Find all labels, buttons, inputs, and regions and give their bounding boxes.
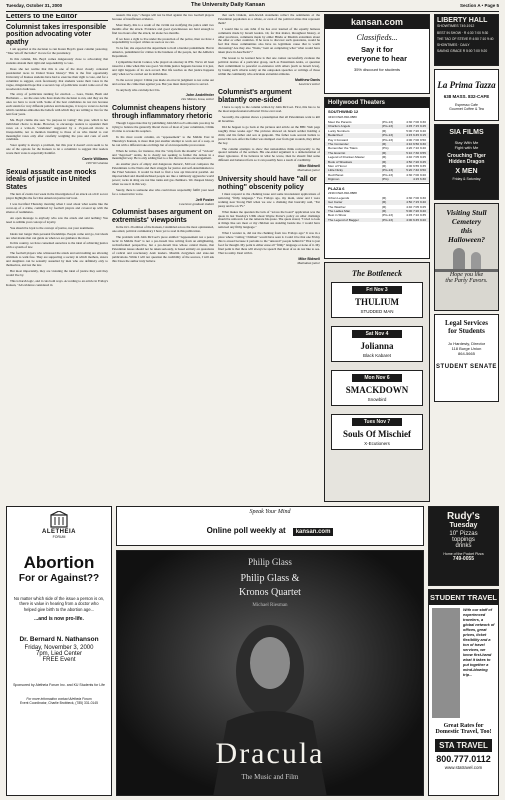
aletheia-logo: ALETHEIA: [42, 529, 76, 535]
pizza-ad: [428, 506, 499, 586]
letter-paragraph: Though I appreciate that by publishing John McCool's editorials you may be trying to balance the generally liberal views of most of your columnists, I think it's time to revoke his soapbox.: [112, 121, 214, 134]
letters-column-2: [112, 14, 214, 504]
concert-listing: [331, 326, 423, 362]
folio-rule: [6, 11, 499, 12]
sia-line: X MEN: [455, 168, 478, 175]
dracula-line: Philip Glass &: [240, 573, 300, 584]
letter-paragraph: The football players who witnessed the attack and said nothing are allowing criminals to walk free. They are supporting a society in which mothers, sisters and daughters can be sexually assaulted by men who are definitely only to themselves, and not the law.: [6, 251, 108, 267]
aletheia-headline: Abortion: [23, 553, 95, 572]
letter-paragraph: As another piece of empty and dangerous rhetoric, McCool compares the Palestinians to the Nazis and their struggle for justice and self-determination to the Final Solution. It would be hard to find a less apt historical parallel. An impoverished and disenfranchised people are like a ruthlessly aggressive world power; rocks in sling are not like tanks and gas chambers. We cheapen history when we use it in this way.: [112, 162, 214, 186]
letter-paragraph: To be fair, she expected the department to hold a harsher punishment. But in America, punishment for crimes is the business of the people, not the Athletics Department.: [112, 46, 214, 59]
letter-paragraph: When he writes, for instance, that the "strip from the mouths" of "vicious" and "depraved" Arabs, he is clearly not seeking to further the debate in a meaningful way. He is only adding fuel to a fire that needs no encouragement.: [112, 148, 214, 161]
letter-headline: Columnist cheapens history through inflammatory rhetoric: [112, 105, 213, 120]
letter-paragraph: What I wonder is, did not the chalking from two Fridays ago? It was in a place where "cutting "children" would have seen it. Could it be that one Friday this is erased because it pertains to the "unsaved" people behind it? That is just food for thought. My point is either erase all "filthy" language or none of it. My final point is that there will always be speech that most of us do not like to see. That is reality. Deal with it.: [218, 231, 320, 255]
la-prima-tagline: Gourmet Coffee & Tea: [449, 107, 484, 111]
letter-paragraph: Did he happen to go back at the pictures and article on the BBC Web page roughly three weeks ago? The pictures showed an Israeli soldier holding a child, and his father and son at gunpoint. The father took several bullets to protect his son. After the father was slumped over from gun wounds, they killed the boy.: [218, 125, 320, 145]
movie-title: Urban Legends: [328, 195, 350, 200]
movie-rating: (PG-13): [382, 217, 394, 222]
letter-paragraph: In his most recent column, an "appeasement" to the Middle East in Thursday's Kansan, is more than just another attempt to work out of a soap, as he can with a different take on things but of an irresponsible provocateur.: [112, 134, 214, 147]
movie-title: The Exorcist: [328, 150, 346, 155]
letter-headline: Sexual assault case mocks ideals of justice in United States: [6, 168, 97, 191]
showtimes: 4:15 6:30: [413, 177, 426, 182]
legal-title: for Students: [448, 327, 485, 335]
movie-title: Bedazzled: [328, 133, 343, 138]
concert-detail: STUDDED MAN: [360, 309, 394, 314]
movie-rating: (PG-13): [382, 213, 394, 218]
showtimes: 4:10 6:50 9:30: [406, 142, 426, 147]
legal-phone: 864-5665: [458, 351, 475, 356]
movie-title: The Watcher: [328, 204, 346, 209]
dracula-line: Michael Riesman: [252, 603, 288, 608]
showtimes: 4:00 6:55 9:35: [406, 164, 426, 169]
showtimes: 4:30 7:00 9:30: [406, 120, 426, 124]
section-title: Letters to the Editor: [6, 14, 108, 21]
dracula-line: Philip Glass: [248, 557, 292, 567]
letter-paragraph: To anybody who can help her: Do.: [116, 87, 161, 92]
folio: [6, 2, 499, 10]
letter-author: Matthew Davis: [295, 77, 320, 82]
movie-rating: (R): [382, 159, 387, 164]
showtimes: 5:10 7:30 9:55: [406, 150, 426, 155]
letter-paragraph: In the Oct. 26 edition of the Kansan, I stumbled across the most opinionated, one-sided, political commentary I have yet to read in this publication.: [112, 225, 214, 234]
letter-paragraph: This is harsh logic, and it cuts both ways. According to an article in Friday's Kansan, "All evidence considered in: [6, 278, 108, 287]
tombstone-icon: [435, 244, 498, 272]
concert-detail: Black Kabaret: [362, 353, 391, 358]
movie-title: Pay it Forward: [328, 137, 348, 142]
concert-act: Souls Of Mischief: [342, 429, 411, 439]
showtimes: 4:45 7:15 9:45: [406, 124, 426, 129]
la-prima-logo: La Prima Tazza: [437, 80, 496, 90]
concert-act: THULIUM: [354, 297, 399, 307]
concert-listing: [331, 414, 423, 450]
letter-paragraph: To the soccer player: I think you made an error in judgment to not come out and accuse the crime then against you. But you must insist justice is served.: [112, 77, 214, 86]
movie-rating: (R): [382, 150, 387, 155]
bottleneck-ad: [324, 262, 430, 502]
letter-paragraph: assault. DA says," charges will not be filed against the two football players because of insufficient evidence.: [112, 14, 214, 21]
halloween-line: Hope you like: [449, 272, 484, 278]
letter-paragraph: You should be loyal to the concept of justice, not your teammates.: [10, 225, 95, 230]
movie-title: Little Nicky: [328, 168, 343, 173]
aletheia-contact: Event Coordinator, Charlie Brobbeck, (785) 331-0145: [20, 701, 98, 706]
concert-act: Jolianna: [360, 341, 394, 351]
letters-column-3: [218, 14, 320, 504]
movie-rating: (PG-13): [382, 120, 394, 124]
hollywood-title: Hollywood Theaters: [325, 98, 429, 108]
legal-address: 118 Burge Union: [451, 346, 482, 351]
letter-author: John Andelfeder: [185, 93, 214, 98]
halloween-line: Visiting Stull: [446, 208, 487, 217]
travel-title: STUDENT TRAVEL: [429, 590, 498, 605]
aletheia-teaser: No matter which side of the issue a person is on, there is value in hearing from a doctor who helped give birth to the abortion age...: [13, 596, 105, 612]
dracula-title: Dracula: [215, 737, 325, 770]
sia-logo: SIA FILMS: [449, 129, 484, 136]
movie-title: Best in Show: [328, 213, 347, 218]
speak-poll-text: Online poll weekly at: [206, 526, 286, 535]
sia-line: Crouching Tiger: [447, 153, 486, 159]
liberty-hall-ad: [434, 14, 499, 66]
pizza-line: Home of the Pocket Pizza: [443, 552, 484, 556]
movie-title: Lucky Numbers: [328, 128, 350, 133]
letter-paragraph: But most importantly, they are violating the ideal of justice they said they would live by.: [6, 268, 108, 277]
showtimes: 4:15 6:45 9:15: [406, 133, 426, 138]
concert-day: Fri Nov 3: [352, 286, 402, 294]
bottleneck-logo: The Bottleneck: [352, 269, 402, 278]
letter-author-info: Manhattan junior: [297, 260, 320, 265]
showtimes: 4:00 7:00 9:50: [406, 137, 426, 142]
speak-your-mind-ad: [116, 506, 424, 546]
la-prima-address: 638 MASS. 832-CAFE: [443, 94, 490, 99]
letter-paragraph: If we have a right to live under the protection of the police, then we have a responsibility to report crimes as soon as we can.: [112, 36, 214, 45]
listing-row: [325, 218, 429, 222]
movie-rating: (R): [382, 128, 387, 133]
hollywood-venue: PLAZA 6: [325, 183, 429, 191]
legal-services-ad: [434, 314, 499, 402]
letter-paragraph: I sympathize Kevin Connor, who played an attorney in JFK. We've all been raised in a time when this was good. We think justice happens because it is just, and right happens of its own accord. But life teaches us that justice happens only when we've carried out its individuals.: [112, 60, 214, 76]
pizza-line: toppings: [452, 537, 475, 543]
movie-title: Book of Shadows: [328, 159, 353, 164]
movie-rating: (R): [382, 155, 387, 160]
letter-paragraph: The array of politicians running for election — Gore, Nader, Bush and Buchanan — are the ones who have made the decision to run, and they are the ones we have to work with. Some of the best candidates do not run because each stands for very different policies and ideologies, it is up to voters to decide which candidate embodies the beliefs with which they are willing to live for the next four years.: [6, 92, 108, 116]
concert-detail: X-Ecutioners: [364, 441, 390, 446]
movie-title: Men of Honor: [328, 164, 347, 169]
hollywood-theaters-ad: [324, 97, 430, 259]
movie-rating: (R): [382, 204, 387, 209]
movie-rating: (PG-13): [382, 124, 394, 129]
legal-footer: STUDENT SENATE: [436, 364, 497, 370]
movie-rating: (PG-13): [382, 172, 394, 177]
letter-paragraph: I am appalled at the decision to run Karen Boyd's guest column yesterday, "Take 'em off the ballot" in race for the presidency.: [6, 47, 108, 56]
letter-paragraph: I have to reply to the column written by John McCool. First, this has to be the most unprofessional editorial I have ever read.: [218, 105, 320, 114]
movie-rating: (R): [382, 142, 387, 147]
showtimes: 5:20 7:40 9:50: [406, 168, 426, 173]
concert-day: Sat Nov 4: [352, 330, 402, 338]
movie-title: The Legend of Bagger: [328, 217, 359, 222]
letter-author: Mike Bidwell: [298, 164, 320, 169]
halloween-line: the Party Favors.: [445, 278, 488, 284]
showtimes: 4:40 7:05 9:25: [406, 155, 426, 160]
letter-paragraph: An open message to anybody who saw the attack and said nothing: You need to rethink your concept of loyalty.: [6, 215, 108, 224]
letter-headline: Columnist's argument blatantly one-sided: [218, 89, 292, 104]
letter-paragraph: Secondly, the opinion shows a presumption that all Palestinians want to kill all Israelites.: [218, 115, 320, 124]
kansan-ad-line: 35% discount for students: [353, 67, 401, 72]
concert-day: Mon Nov 6: [352, 374, 402, 382]
movie-rating: (PG-13): [382, 133, 394, 138]
hollywood-venue-info: 3433 IOWA 832-0880: [328, 115, 357, 119]
sia-line: Friday & Saturday: [452, 177, 481, 181]
movie-rating: (PG-13): [382, 168, 394, 173]
letter-paragraph: The lesson to be learned here is that one cannot successfully evaluate the political desires of a particular group, such as Palestinian Arabs, or question their commitment to peaceful co-existence with others (such as Israeli Jews), by basing such criteria solely on the outspoken speeches or writings of those within the community who articulate extremist attitudes.: [218, 56, 320, 76]
kansan-ad-line: everyone to hear: [346, 54, 408, 63]
la-prima-tazza-ad: [434, 69, 499, 121]
letter-paragraph: The problem with John McCool's piece entitled "Appeasement not a peace tactic in Middle East" is not a pro-Israeli bias writing from an enlightening, well-informed perspective, but a pro-Israeli bias whose central thesis, that Palestinian issues should not be taken seriously, is based entirely on quotations of radical and reactionary Arab leaders. Muslim clergymen and state-run publications. While I will not question the credibility of the sources, I will ask this: Does the author truly believe: [112, 235, 214, 263]
letter-author-info: Lawrence graduate student: [179, 201, 214, 206]
movie-rating: (PG): [382, 146, 389, 151]
travel-logo: STA TRAVEL: [435, 739, 492, 752]
showtimes: 4:30 7:00 9:20: [406, 172, 426, 177]
speak-title: Speak Your Mind: [249, 509, 291, 515]
letter-author-info: Lawrence senior: [298, 81, 320, 86]
bottleneck-listings: [325, 282, 429, 450]
kansan-ad-line: Say it for: [360, 45, 394, 54]
movie-title: Legend of Drunken Master: [328, 155, 365, 160]
movie-title: Digimon: [328, 177, 340, 182]
aletheia-logo-icon: [49, 511, 69, 529]
aletheia-teaser: ...and is now pro-life.: [34, 616, 84, 623]
concert-day: Tues Nov 7: [352, 418, 402, 426]
movie-rating: (R): [382, 208, 387, 213]
letters-column-1: [6, 14, 108, 504]
movie-rating: (R): [382, 200, 387, 205]
concert-listing: [331, 370, 423, 406]
halloween-line: Cemetery: [451, 217, 482, 226]
sia-films-ad: [434, 124, 499, 200]
showtimes: 4:45 7:10 9:35: [406, 213, 426, 218]
showtimes: 4:40 7:05 9:25: [406, 204, 426, 209]
showtimes: 5:00 7:20 9:40: [406, 128, 426, 133]
pizza-line: Tuesday: [449, 522, 478, 529]
letter-author-info: Des Moines, Iowa, senior: [181, 97, 214, 102]
letter-paragraph: The column attempts to show that nationalities think reciprocally to the quoted remarks of the sermon. His one-sided argument is a demonstration of sheer ignorance. If he believes in what he wrote, then he should find some different and balanced facts so it can possibly have a touch of credibility.: [218, 146, 320, 163]
liberty-hall-row: SHOWTIMES · DAILY: [437, 43, 470, 47]
movie-title: Get Carter: [328, 200, 343, 205]
letter-paragraph: In this country, we have consented ourselves to the ideal of achieving justice with a system of law.: [6, 241, 108, 250]
letter-paragraph: I would like to ask John if he has ever learned of the equally heinous comments made by Israeli leaders. Or, for that matter, throughout history, at other provinces, comments made by either Hindu or Muslim extremists about the other or other countries. If he were to discover such quotations, would he feel that those communities also have no legitimate cause that is worth discussing? Are they also "Nazis," bent on completing what "what would have taken place in Auschwitz"?: [218, 26, 320, 55]
movie-title: The Contender: [328, 142, 349, 147]
showtimes: 4:50 7:20 9:45: [406, 159, 426, 164]
letter-paragraph: I was horrified Thursday morning when I read about what seems like the cover-up of a crime, committed by football players and covered up with the silence of teammates.: [6, 202, 108, 214]
aletheia-contact-title: For more information contact Aletheia Forum: [26, 697, 92, 702]
sia-line: Fight with Me: [454, 145, 479, 150]
folio-date: Tuesday, October 31, 2000: [6, 3, 63, 8]
pizza-line: drinks: [455, 543, 472, 549]
halloween-ad: [434, 203, 499, 311]
aletheia-price: FREE Event: [42, 657, 76, 664]
aletheia-headline: For or Against??: [18, 573, 100, 584]
concert-detail: Snowbird: [367, 397, 387, 402]
showtimes: 4:50 7:15 9:40: [406, 200, 426, 205]
showtimes: 4:30 7:00 9:30: [406, 195, 426, 200]
letter-headline: Columnist bases argument on extremists' viewpoints: [112, 209, 213, 224]
movie-title: The Ladies Man: [328, 208, 351, 213]
student-travel-ad: [428, 589, 499, 796]
pizza-phone: 749-0055: [452, 556, 475, 562]
letter-paragraph: Voter apathy is always a problem, but this year it doesn't even seem to be one of the options for the Kansan to let a columnist to suggest that readers waste their votes is especially harmful.: [6, 143, 108, 156]
folio-masthead: The University Daily Kansan: [191, 2, 265, 8]
travel-photo: [432, 608, 460, 718]
letter-paragraph: Ideals last longer than personal friendships. People come and go, but ideals are what marks that can guide us when we are guidance the most.: [6, 231, 108, 240]
travel-site: www.statravel.com: [444, 765, 483, 770]
letter-author-info: Manhattan junior: [297, 168, 320, 173]
letter-author-info: 1997 KU alumna: [86, 160, 108, 165]
showtimes: 4:00 6:45 9:20: [406, 217, 426, 222]
hollywood-listings: [325, 196, 429, 222]
aletheia-when: Friday, November 3, 2000: [24, 645, 94, 652]
movie-title: Meet the Parents: [328, 120, 352, 124]
letter-author: Mike Bidwell: [298, 256, 320, 261]
letter-paragraph: Surely, there is someone else who could more responsibly fulfill your need for a conservative voice.: [112, 187, 214, 196]
letter-author: Carrie Williams: [82, 157, 108, 162]
movie-title: Charlie's Angels: [328, 124, 351, 129]
halloween-line: Halloween?: [447, 235, 486, 244]
letter-paragraph: In this column, Ms. Boyd comes dangerously close to advocating that students abstain their right and responsibility to vote.: [6, 57, 108, 66]
travel-phone: 800.777.0112: [436, 754, 491, 764]
aletheia-subtitle: FORUM: [52, 535, 66, 539]
movie-title: Remember the Titans: [328, 146, 358, 151]
speak-site: kansan.com: [293, 528, 334, 536]
sia-line: Stay With Me: [454, 140, 479, 145]
halloween-line: this: [460, 226, 473, 235]
letter-paragraph: What makes me question the lack of "across the board" application was the quote in last Tuesday's UDK about Wayne Porter's policy on other chalkings should be removed. Let me reiterate his quote. The quote stated, "I tried to look at things like sex most or my children are standing beside me. I would have removed any filthy language.": [218, 209, 320, 230]
kansan-ad-line: Classifieds...: [356, 33, 398, 42]
dracula-line: Kronos Quartet: [239, 587, 301, 598]
letter-headline: Columnist takes irresponsible position advocating voter apathy: [6, 23, 106, 46]
movie-rating: (PG): [382, 177, 389, 182]
showtimes: 4:20 7:10 9:40: [406, 146, 426, 151]
letter-paragraph: Ms. Boyd claims she sees "no purpose in voting" this year, which is her individual choice to make. However, to encourage readers to squander their votes on a write-in "candidate" suggested by a 15-year-old movie is irresponsible, not to mention insulting to those of us who intend to cast meaningful votes only after carefully weighing the pros and cons of each candidate.: [6, 117, 108, 142]
pizza-line: Rudy's: [447, 511, 480, 522]
listing-row: [325, 177, 429, 181]
travel-features: With our staff of experienced travelers, a global network of offices, great prices, ticket flexibility and a ton of travel services, we know first-hand what it takes to put together a mind-blowing trip...: [463, 608, 495, 677]
la-prima-tagline: Espresso Cafe: [455, 103, 478, 107]
hollywood-venue-info: 2339 IOWA 832-8888: [328, 190, 357, 195]
liberty-hall-title: LIBERTY HALL: [437, 17, 488, 24]
letter-paragraph: I must respond to the chalking issue and some inconsistent applications of removing "filthy language." Two Fridays ago, my mom, sister and I were walking near Strong Hall when we saw a chalking that basically said, "Eat pussy and be on TV.": [218, 192, 320, 208]
letter-headline: University should have "all or nothing" obscenity policy: [218, 176, 317, 191]
pizza-line: 10" Pizzas: [449, 531, 478, 537]
aletheia-forum-ad: [6, 506, 112, 796]
movie-title: Red Planet: [328, 172, 344, 177]
travel-rates: Great Rates for Domestic Travel, Too!: [435, 723, 492, 735]
letter-author: Jeff Foster: [195, 197, 214, 202]
hollywood-listings: [325, 120, 429, 182]
movie-rating: (PG-13): [382, 137, 394, 142]
showtimes: 5:00 7:20 9:40: [406, 208, 426, 213]
folio-section: Section A • Page 5: [459, 3, 499, 8]
hollywood-venue: SOUTHWIND 12: [328, 109, 359, 114]
kansan-classifieds-ad: [324, 14, 430, 94]
liberty-hall-row: SAVING GRACE R 5:00 7:00 9:20: [437, 49, 488, 53]
movie-rating: (R): [382, 195, 387, 200]
dracula-ad: [116, 550, 424, 796]
letter-paragraph: Most likely, this is a result of the victim not notifying the police until two months after the attack. Evidence and good eyewitnesses are hard enough to find two hours after the attack, let alone two months.: [112, 22, 214, 35]
liberty-hall-subtitle: SHOWTIMES 749-1912: [437, 24, 475, 28]
sia-line: Hidden Dragon: [448, 159, 485, 165]
letter-paragraph: that such virulent, anti-Jewish statements reflect the sentiments of the Palestinian population as a whole, or even of the political elites that represent them?: [218, 14, 320, 25]
dracula-subtitle: The Music and Film: [241, 773, 299, 781]
aletheia-sponsor: Sponsored by Aletheia Forum Inc. and KU Students for Life: [13, 683, 105, 688]
liberty-hall-row: THE TAO OF STEVE R 4:50 7:10 9:40: [437, 37, 494, 41]
letter-paragraph: Does she not realize that this is one of the most closely contested presidential races in United States history? This is the first opportunity University of Kansas students have had to exercise their right to vote, and for a columnist to suggest, even facetiously, that students waste their votes in the vague, misguided hope that a second crop of politicians would come out of the woodwork is ludicrous.: [6, 67, 108, 91]
legal-title: Legal Services: [445, 319, 488, 327]
legal-name: Jo Hardesty, Director: [447, 341, 486, 346]
aletheia-where: 7pm, Lied Center: [35, 651, 83, 658]
movie-rating: (R): [382, 164, 387, 169]
liberty-hall-row: BEST IN SHOW · R 4:30 7:00 9:30: [437, 31, 489, 35]
concert-listing: [331, 282, 423, 318]
kansan-logo: kansan.com: [325, 15, 429, 29]
aletheia-speaker: Dr. Bernard N. Nathanson: [19, 636, 99, 644]
letter-paragraph: The turn of events last week in the investigation of an attack on a KU soccer player highlights the fact that American justice isn't real.: [6, 192, 108, 201]
concert-act: SMACKDOWN: [345, 385, 409, 395]
